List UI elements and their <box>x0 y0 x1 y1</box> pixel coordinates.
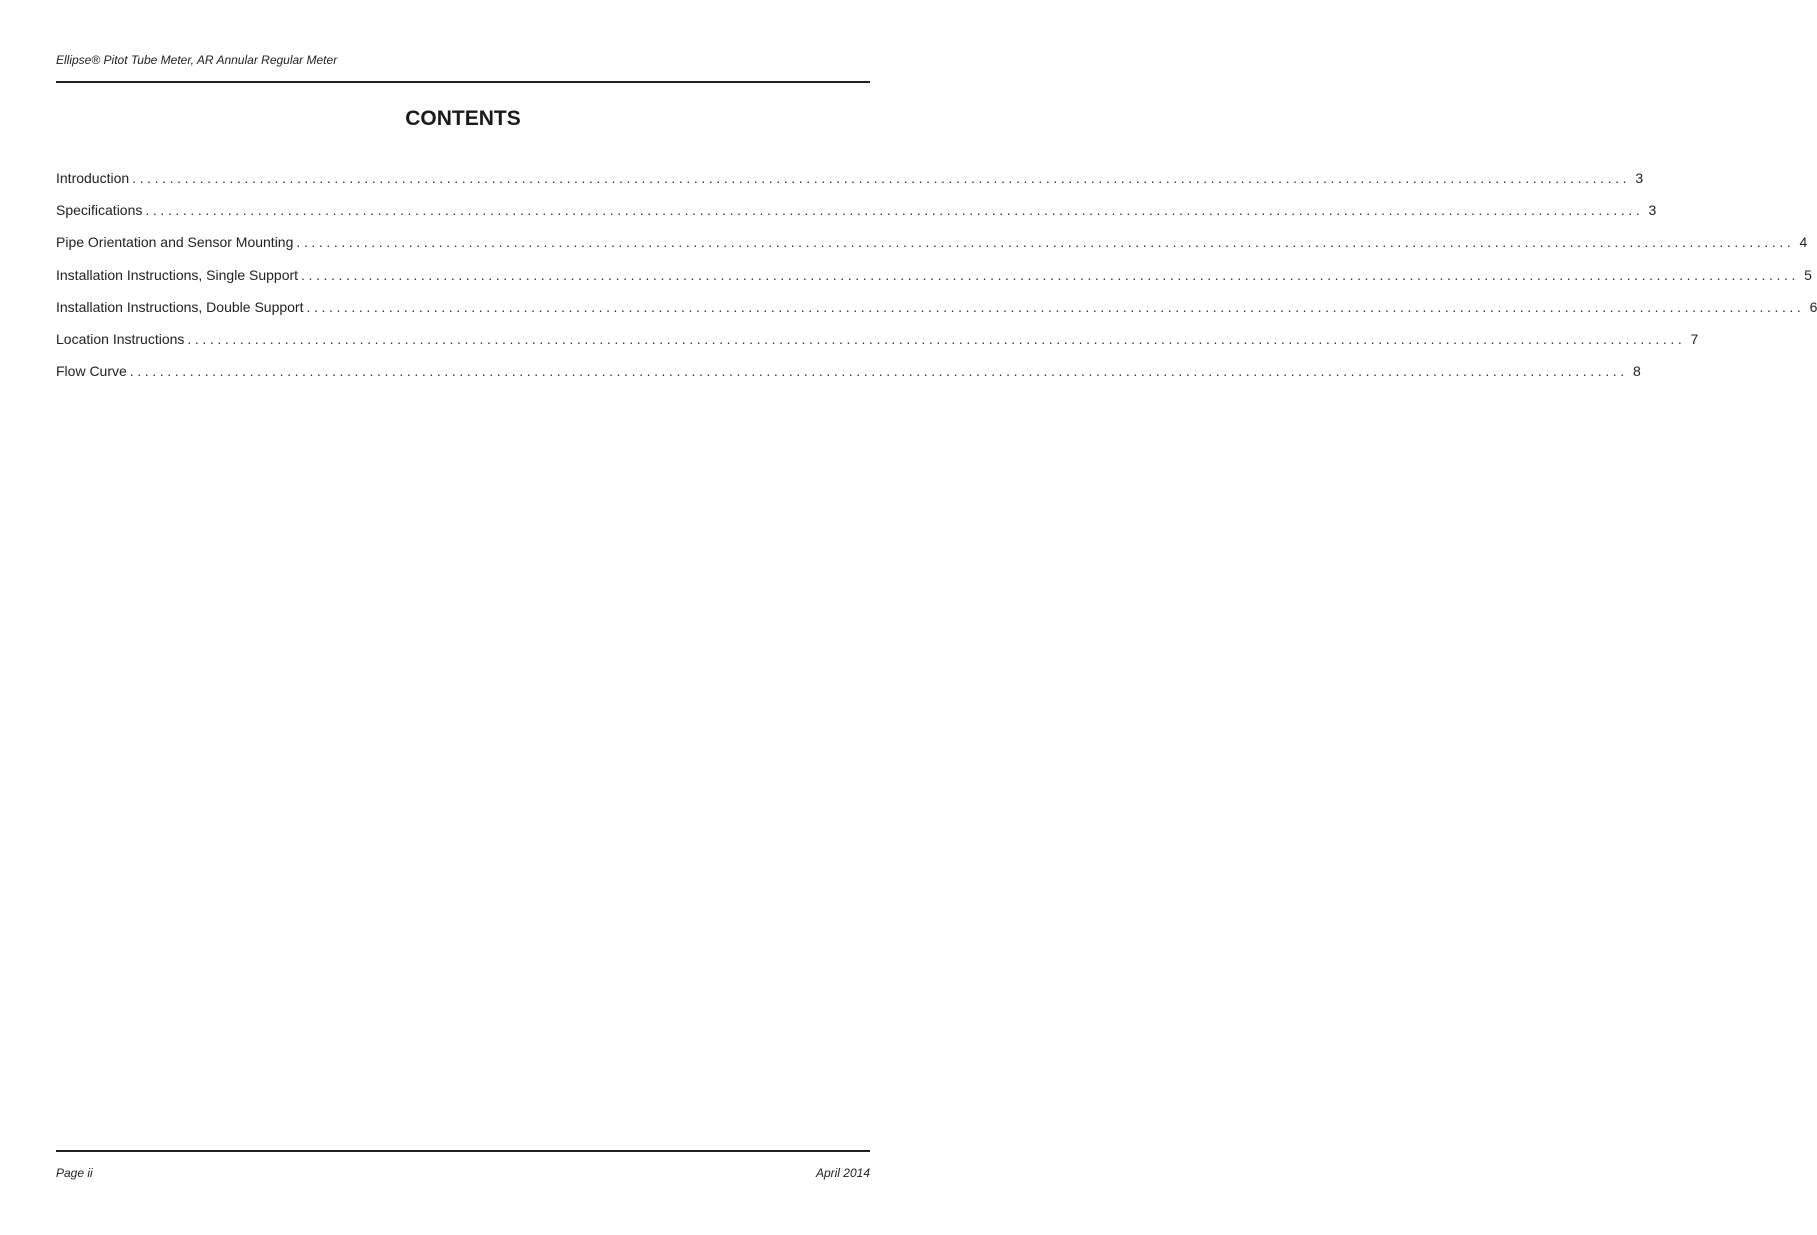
toc-entry-specifications[interactable] <box>56 202 1657 234</box>
toc-entry-location[interactable] <box>56 330 1699 363</box>
toc-entry-page: 5 <box>1804 266 1812 283</box>
page-title: CONTENTS <box>405 107 521 130</box>
toc-dot-leader: ........................................................................................................................................................................................................ <box>301 266 1799 283</box>
toc-entry-installation-double[interactable] <box>56 298 1817 331</box>
toc-entry-page: 4 <box>1799 234 1808 251</box>
table-of-contents <box>56 170 1817 395</box>
toc-dot-leader: ........................................................................................................................................................................................................ <box>187 330 1686 347</box>
toc-dot-leader: ........................................................................................................................................................................................................ <box>132 170 1631 186</box>
footer-rule <box>56 1150 870 1152</box>
toc-dot-leader: ........................................................................................................................................................................................................ <box>296 234 1795 251</box>
toc-entry-page: 7 <box>1690 330 1699 347</box>
toc-entry-title: Specifications <box>56 202 143 219</box>
toc-entry-page: 6 <box>1809 298 1817 315</box>
toc-entry-page: 8 <box>1632 363 1641 380</box>
toc-entry-flow-curve[interactable] <box>56 363 1641 395</box>
toc-entry-title: Flow Curve <box>56 363 127 380</box>
toc-entry-title: Location Instructions <box>56 330 185 347</box>
footer-page-label: Page ii <box>56 1166 93 1180</box>
toc-dot-leader: ........................................................................................................................................................................................................ <box>129 363 1628 380</box>
toc-entry-title: Pipe Orientation and Sensor Mounting <box>56 234 294 251</box>
toc-dot-leader: ........................................................................................................................................................................................................ <box>306 298 1805 315</box>
toc-entry-pipe-orientation[interactable] <box>56 234 1808 266</box>
header-rule <box>56 81 870 83</box>
toc-entry-page: 3 <box>1648 202 1657 219</box>
toc-entry-page: 3 <box>1635 170 1644 186</box>
toc-entry-introduction[interactable] <box>56 170 1644 202</box>
toc-entry-title: Installation Instructions, Single Support <box>56 266 299 283</box>
toc-entry-title: Introduction <box>56 170 130 186</box>
toc-entry-title: Installation Instructions, Double Support <box>56 298 304 315</box>
toc-dot-leader: ........................................................................................................................................................................................................ <box>145 202 1644 219</box>
footer-date: April 2014 <box>815 1166 870 1180</box>
toc-entry-installation-single[interactable] <box>56 266 1812 299</box>
running-header: Ellipse® Pitot Tube Meter, AR Annular Regular Meter <box>56 53 338 67</box>
